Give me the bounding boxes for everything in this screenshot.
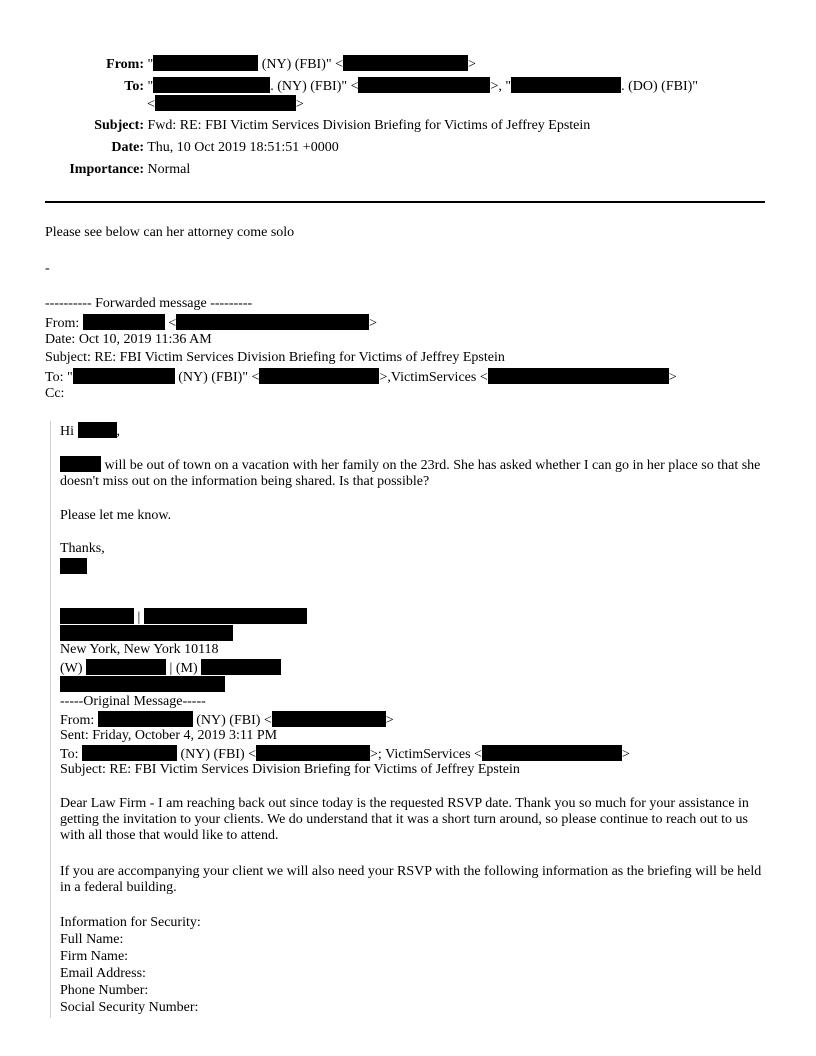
redaction — [358, 77, 490, 93]
header-to-label: To: — [124, 79, 144, 94]
greeting-end: , — [116, 424, 120, 439]
orig-from-end: > — [385, 713, 394, 728]
fwd-from-mid: < — [164, 316, 177, 331]
redaction — [73, 368, 175, 384]
redaction — [82, 745, 177, 761]
orig-to-label: To: — [60, 747, 82, 762]
orig-from-label: From: — [60, 713, 98, 728]
header-to-mid2: >, " — [490, 79, 512, 94]
body-intro: Please see below can her attorney come solo — [45, 225, 295, 240]
signature-separator: | — [134, 610, 144, 625]
fwd-subject: Subject: RE: FBI Victim Services Division Briefing for Victims of Jeffrey Epstein — [45, 350, 505, 365]
redaction — [155, 95, 296, 111]
header-to-line2-start: < — [147, 97, 155, 112]
header-subject-row — [60, 118, 590, 134]
header-to-line2-end: > — [295, 97, 304, 112]
header-date-label: Date: — [111, 140, 144, 155]
header-to-row — [60, 77, 698, 95]
orig-to-mid1: (NY) (FBI) < — [176, 747, 257, 762]
header-date-value: Thu, 10 Oct 2019 18:51:51 +0000 — [147, 140, 339, 155]
header-from-quote: " — [147, 57, 154, 72]
redaction — [488, 368, 669, 384]
orig-subject: Subject: RE: FBI Victim Services Division Briefing for Victims of Jeffrey Epstein — [60, 762, 520, 777]
signature-name — [60, 558, 87, 576]
paragraph-accompany: If you are accompanying your client we will also need your RSVP with the following information as the briefing will be held in a federal building. — [60, 864, 762, 895]
security-field: Full Name: — [60, 932, 124, 947]
body-dash: - — [45, 261, 50, 276]
fwd-to-end: > — [668, 370, 677, 385]
redaction — [201, 659, 281, 675]
greeting-start: Hi — [60, 424, 74, 439]
signature-phones — [60, 659, 281, 677]
quoted-paragraph-1-text: will be out of town on a vacation with her family on the 23rd. She has asked whether I can go in her place so that she doesn't miss out on the information being shared. Is that possible? — [60, 458, 761, 489]
original-message-title: -----Original Message----- — [60, 694, 206, 709]
quoted-let-me-know: Please let me know. — [60, 508, 172, 523]
orig-to-end: > — [621, 747, 630, 762]
quote-bar — [50, 421, 51, 1018]
header-importance-value: Normal — [147, 162, 191, 177]
redaction — [60, 558, 87, 574]
redaction — [60, 608, 134, 624]
header-importance-row — [60, 162, 190, 178]
header-to-quote: " — [147, 79, 154, 94]
orig-to-mid2: >; VictimServices < — [370, 747, 482, 762]
redaction — [511, 77, 621, 93]
header-divider — [45, 201, 765, 203]
redaction — [176, 314, 369, 330]
fwd-to-row — [45, 368, 677, 386]
header-subject-value: Fwd: RE: FBI Victim Services Division Briefing for Victims of Jeffrey Epstein — [147, 118, 591, 133]
header-to-mid3: . (DO) (FBI)" — [621, 79, 698, 94]
security-field: Social Security Number: — [60, 1000, 199, 1015]
fwd-from-label: From: — [45, 316, 80, 331]
fwd-cc: Cc: — [45, 386, 65, 401]
redaction — [60, 676, 225, 692]
redaction — [259, 368, 379, 384]
header-importance-label: Importance: — [69, 162, 144, 177]
redaction — [153, 77, 270, 93]
security-field: Phone Number: — [60, 983, 149, 998]
orig-from-mid: (NY) (FBI) < — [192, 713, 272, 728]
paragraph-law-firm: Dear Law Firm - I am reaching back out since today is the requested RSVP date. Thank you so much for your assistance in getting the invitation to your clients. We do understand that it was a short turn around, so please continue to reach out to us with all those that would like to attend. — [60, 796, 749, 843]
redaction — [153, 55, 258, 71]
header-from-mid: (NY) (FBI)" < — [258, 57, 343, 72]
header-to-mid1: . (NY) (FBI)" < — [270, 79, 359, 94]
quoted-paragraph-1 — [60, 456, 770, 490]
header-to-row-continued — [147, 95, 304, 113]
fwd-to-label: To: " — [45, 370, 73, 385]
fwd-from-row — [45, 314, 377, 332]
redaction — [60, 456, 101, 472]
redaction — [256, 745, 370, 761]
header-from-end: > — [467, 57, 476, 72]
quoted-greeting — [60, 422, 120, 440]
redaction — [60, 625, 233, 641]
redaction — [144, 608, 307, 624]
header-date-row — [60, 140, 339, 156]
redaction — [482, 745, 622, 761]
redaction — [98, 711, 193, 727]
header-from-label: From: — [106, 57, 144, 72]
signature-w: (W) — [60, 661, 87, 676]
redaction — [83, 314, 165, 330]
signature-firm — [60, 625, 233, 643]
signature-email — [60, 676, 225, 694]
header-from-row — [60, 55, 476, 73]
security-field: Email Address: — [60, 966, 146, 981]
redaction — [343, 55, 468, 71]
orig-sent: Sent: Friday, October 4, 2019 3:11 PM — [60, 728, 278, 743]
redaction — [272, 711, 386, 727]
security-field: Firm Name: — [60, 949, 129, 964]
quoted-thanks: Thanks, — [60, 541, 105, 556]
fwd-to-mid1: (NY) (FBI)" < — [174, 370, 260, 385]
signature-title-row — [60, 608, 307, 626]
orig-from-row — [60, 711, 394, 729]
fwd-date: Date: Oct 10, 2019 11:36 AM — [45, 332, 212, 347]
signature-m: | (M) — [166, 661, 202, 676]
signature-city: New York, New York 10118 — [60, 642, 219, 657]
header-subject-label: Subject: — [94, 118, 144, 133]
orig-to-row — [60, 745, 630, 763]
redaction — [86, 659, 166, 675]
security-heading: Information for Security: — [60, 915, 201, 930]
fwd-to-mid2: >,VictimServices < — [379, 370, 488, 385]
redaction — [78, 422, 117, 438]
forwarded-title: ---------- Forwarded message --------- — [45, 296, 253, 311]
fwd-from-end: > — [369, 316, 378, 331]
